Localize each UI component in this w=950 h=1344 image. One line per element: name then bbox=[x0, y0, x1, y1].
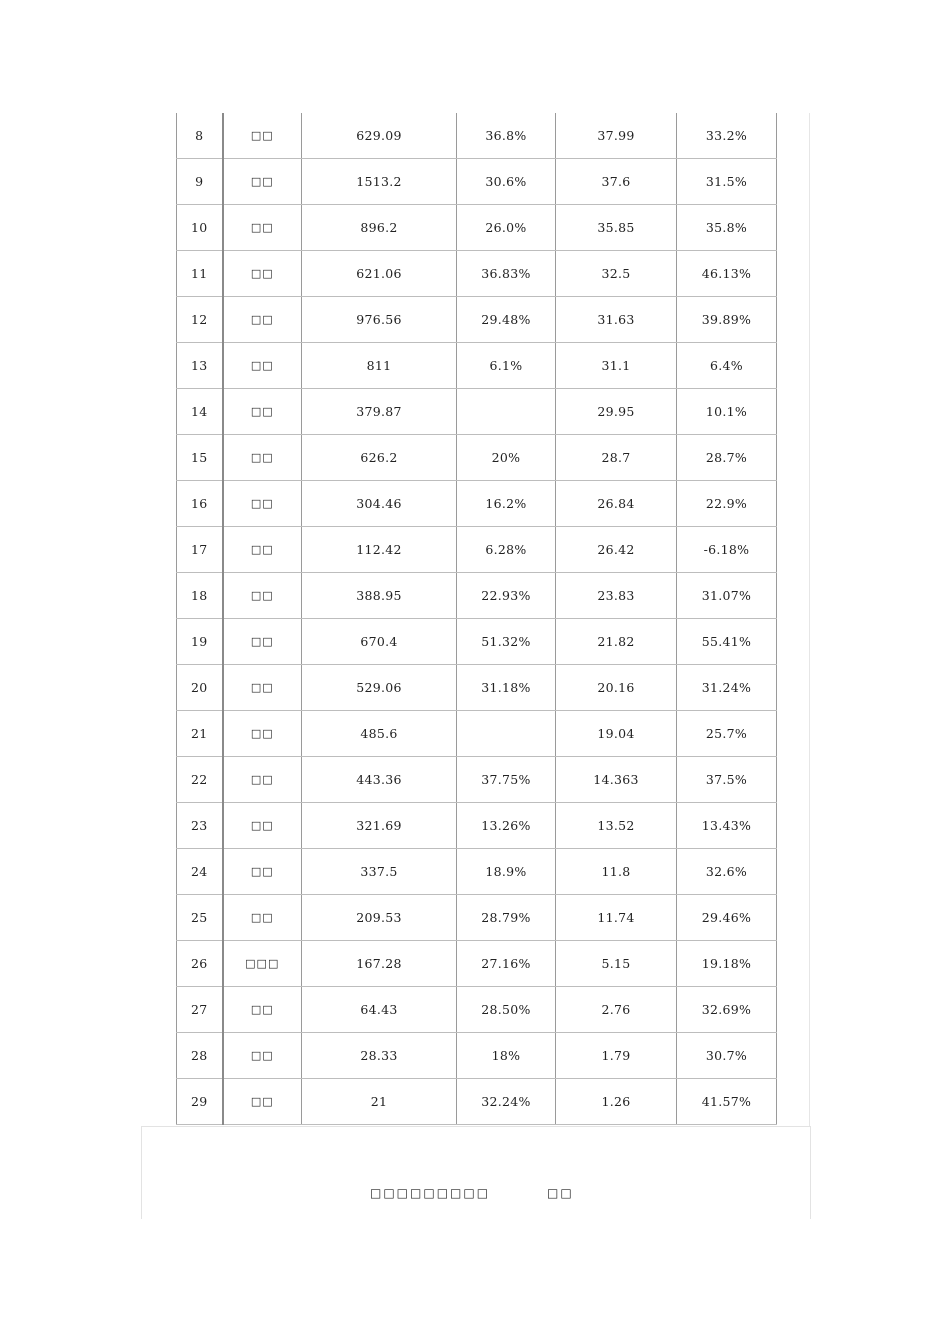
value-cell-4: 33.2% bbox=[677, 113, 777, 159]
value-cell-2: 20% bbox=[457, 435, 556, 481]
value-cell-1: 976.56 bbox=[302, 297, 457, 343]
value-cell-2: 36.8% bbox=[457, 113, 556, 159]
table-row bbox=[177, 711, 777, 757]
rank-cell: 11 bbox=[177, 251, 223, 297]
value-cell-1: 1513.2 bbox=[302, 159, 457, 205]
page-frame-edge bbox=[809, 113, 810, 1217]
value-cell-3: 26.42 bbox=[556, 527, 677, 573]
value-cell-1: 670.4 bbox=[302, 619, 457, 665]
name-cell: □□ bbox=[223, 527, 302, 573]
value-cell-1: 209.53 bbox=[302, 895, 457, 941]
value-cell-1: 443.36 bbox=[302, 757, 457, 803]
table-row bbox=[177, 435, 777, 481]
value-cell-1: 388.95 bbox=[302, 573, 457, 619]
value-cell-1: 304.46 bbox=[302, 481, 457, 527]
value-cell-1: 621.06 bbox=[302, 251, 457, 297]
rank-cell: 8 bbox=[177, 113, 223, 159]
value-cell-4: 39.89% bbox=[677, 297, 777, 343]
table-row bbox=[177, 527, 777, 573]
value-cell-1: 28.33 bbox=[302, 1033, 457, 1079]
data-table-container bbox=[176, 113, 776, 1125]
value-cell-3: 19.04 bbox=[556, 711, 677, 757]
value-cell-2: 6.28% bbox=[457, 527, 556, 573]
footer-note: □□ bbox=[547, 1186, 574, 1200]
value-cell-1: 811 bbox=[302, 343, 457, 389]
value-cell-1: 379.87 bbox=[302, 389, 457, 435]
table-row bbox=[177, 1079, 777, 1125]
table-row bbox=[177, 251, 777, 297]
value-cell-3: 1.79 bbox=[556, 1033, 677, 1079]
name-cell: □□□ bbox=[223, 941, 302, 987]
rank-cell: 29 bbox=[177, 1079, 223, 1125]
table-row bbox=[177, 849, 777, 895]
table-row bbox=[177, 113, 777, 159]
table-row bbox=[177, 1033, 777, 1079]
value-cell-2: 13.26% bbox=[457, 803, 556, 849]
value-cell-1: 626.2 bbox=[302, 435, 457, 481]
name-cell: □□ bbox=[223, 757, 302, 803]
table-row bbox=[177, 665, 777, 711]
value-cell-3: 31.1 bbox=[556, 343, 677, 389]
rank-cell: 19 bbox=[177, 619, 223, 665]
value-cell-1: 485.6 bbox=[302, 711, 457, 757]
value-cell-4: 31.5% bbox=[677, 159, 777, 205]
value-cell-2: 29.48% bbox=[457, 297, 556, 343]
table-row bbox=[177, 159, 777, 205]
value-cell-2 bbox=[457, 389, 556, 435]
value-cell-4: 31.07% bbox=[677, 573, 777, 619]
rank-cell: 16 bbox=[177, 481, 223, 527]
value-cell-3: 11.74 bbox=[556, 895, 677, 941]
value-cell-4: 37.5% bbox=[677, 757, 777, 803]
value-cell-2: 31.18% bbox=[457, 665, 556, 711]
value-cell-3: 28.7 bbox=[556, 435, 677, 481]
name-cell: □□ bbox=[223, 389, 302, 435]
value-cell-4: 55.41% bbox=[677, 619, 777, 665]
value-cell-3: 29.95 bbox=[556, 389, 677, 435]
value-cell-1: 529.06 bbox=[302, 665, 457, 711]
name-cell: □□ bbox=[223, 113, 302, 159]
data-table bbox=[176, 113, 777, 1125]
value-cell-3: 37.99 bbox=[556, 113, 677, 159]
value-cell-2: 16.2% bbox=[457, 481, 556, 527]
rank-cell: 20 bbox=[177, 665, 223, 711]
value-cell-3: 2.76 bbox=[556, 987, 677, 1033]
value-cell-2: 27.16% bbox=[457, 941, 556, 987]
name-cell: □□ bbox=[223, 619, 302, 665]
value-cell-1: 167.28 bbox=[302, 941, 457, 987]
name-cell: □□ bbox=[223, 1079, 302, 1125]
rank-cell: 17 bbox=[177, 527, 223, 573]
rank-cell: 10 bbox=[177, 205, 223, 251]
value-cell-2: 18% bbox=[457, 1033, 556, 1079]
value-cell-2: 51.32% bbox=[457, 619, 556, 665]
name-cell: □□ bbox=[223, 573, 302, 619]
value-cell-4: 25.7% bbox=[677, 711, 777, 757]
name-cell: □□ bbox=[223, 481, 302, 527]
value-cell-4: 32.69% bbox=[677, 987, 777, 1033]
rank-cell: 12 bbox=[177, 297, 223, 343]
value-cell-3: 37.6 bbox=[556, 159, 677, 205]
value-cell-3: 21.82 bbox=[556, 619, 677, 665]
value-cell-2: 32.24% bbox=[457, 1079, 556, 1125]
rank-cell: 18 bbox=[177, 573, 223, 619]
name-cell: □□ bbox=[223, 665, 302, 711]
value-cell-4: 29.46% bbox=[677, 895, 777, 941]
value-cell-2: 28.50% bbox=[457, 987, 556, 1033]
value-cell-4: 30.7% bbox=[677, 1033, 777, 1079]
rank-cell: 27 bbox=[177, 987, 223, 1033]
value-cell-2: 36.83% bbox=[457, 251, 556, 297]
table-row bbox=[177, 481, 777, 527]
value-cell-4: 35.8% bbox=[677, 205, 777, 251]
value-cell-3: 20.16 bbox=[556, 665, 677, 711]
value-cell-1: 896.2 bbox=[302, 205, 457, 251]
name-cell: □□ bbox=[223, 251, 302, 297]
value-cell-4: 46.13% bbox=[677, 251, 777, 297]
table-row bbox=[177, 757, 777, 803]
value-cell-4: 22.9% bbox=[677, 481, 777, 527]
value-cell-1: 629.09 bbox=[302, 113, 457, 159]
rank-cell: 28 bbox=[177, 1033, 223, 1079]
table-row bbox=[177, 895, 777, 941]
value-cell-2 bbox=[457, 711, 556, 757]
table-row bbox=[177, 297, 777, 343]
rank-cell: 24 bbox=[177, 849, 223, 895]
table-row bbox=[177, 941, 777, 987]
rank-cell: 13 bbox=[177, 343, 223, 389]
table-body bbox=[177, 113, 777, 1125]
value-cell-4: 28.7% bbox=[677, 435, 777, 481]
table-row bbox=[177, 803, 777, 849]
value-cell-4: 32.6% bbox=[677, 849, 777, 895]
table-row bbox=[177, 343, 777, 389]
name-cell: □□ bbox=[223, 1033, 302, 1079]
value-cell-2: 6.1% bbox=[457, 343, 556, 389]
value-cell-1: 21 bbox=[302, 1079, 457, 1125]
value-cell-3: 32.5 bbox=[556, 251, 677, 297]
value-cell-3: 1.26 bbox=[556, 1079, 677, 1125]
name-cell: □□ bbox=[223, 297, 302, 343]
value-cell-2: 18.9% bbox=[457, 849, 556, 895]
rank-cell: 22 bbox=[177, 757, 223, 803]
rank-cell: 15 bbox=[177, 435, 223, 481]
rank-cell: 26 bbox=[177, 941, 223, 987]
name-cell: □□ bbox=[223, 987, 302, 1033]
value-cell-4: 31.24% bbox=[677, 665, 777, 711]
name-cell: □□ bbox=[223, 205, 302, 251]
rank-cell: 25 bbox=[177, 895, 223, 941]
value-cell-2: 22.93% bbox=[457, 573, 556, 619]
name-cell: □□ bbox=[223, 343, 302, 389]
value-cell-3: 13.52 bbox=[556, 803, 677, 849]
value-cell-4: 41.57% bbox=[677, 1079, 777, 1125]
table-row bbox=[177, 619, 777, 665]
name-cell: □□ bbox=[223, 159, 302, 205]
value-cell-1: 337.5 bbox=[302, 849, 457, 895]
value-cell-3: 11.8 bbox=[556, 849, 677, 895]
value-cell-2: 26.0% bbox=[457, 205, 556, 251]
name-cell: □□ bbox=[223, 435, 302, 481]
table-row bbox=[177, 573, 777, 619]
rank-cell: 14 bbox=[177, 389, 223, 435]
footer-title: □□□□□□□□□ bbox=[370, 1186, 491, 1200]
value-cell-3: 23.83 bbox=[556, 573, 677, 619]
value-cell-1: 321.69 bbox=[302, 803, 457, 849]
value-cell-3: 5.15 bbox=[556, 941, 677, 987]
value-cell-2: 28.79% bbox=[457, 895, 556, 941]
value-cell-4: 6.4% bbox=[677, 343, 777, 389]
table-row bbox=[177, 205, 777, 251]
name-cell: □□ bbox=[223, 711, 302, 757]
value-cell-3: 14.363 bbox=[556, 757, 677, 803]
rank-cell: 21 bbox=[177, 711, 223, 757]
name-cell: □□ bbox=[223, 895, 302, 941]
footer-section bbox=[141, 1126, 811, 1219]
name-cell: □□ bbox=[223, 849, 302, 895]
rank-cell: 9 bbox=[177, 159, 223, 205]
value-cell-3: 26.84 bbox=[556, 481, 677, 527]
value-cell-2: 30.6% bbox=[457, 159, 556, 205]
value-cell-1: 64.43 bbox=[302, 987, 457, 1033]
value-cell-4: 13.43% bbox=[677, 803, 777, 849]
name-cell: □□ bbox=[223, 803, 302, 849]
value-cell-4: 10.1% bbox=[677, 389, 777, 435]
value-cell-3: 35.85 bbox=[556, 205, 677, 251]
value-cell-2: 37.75% bbox=[457, 757, 556, 803]
rank-cell: 23 bbox=[177, 803, 223, 849]
value-cell-1: 112.42 bbox=[302, 527, 457, 573]
value-cell-3: 31.63 bbox=[556, 297, 677, 343]
value-cell-4: 19.18% bbox=[677, 941, 777, 987]
table-row bbox=[177, 389, 777, 435]
table-row bbox=[177, 987, 777, 1033]
value-cell-4: -6.18% bbox=[677, 527, 777, 573]
